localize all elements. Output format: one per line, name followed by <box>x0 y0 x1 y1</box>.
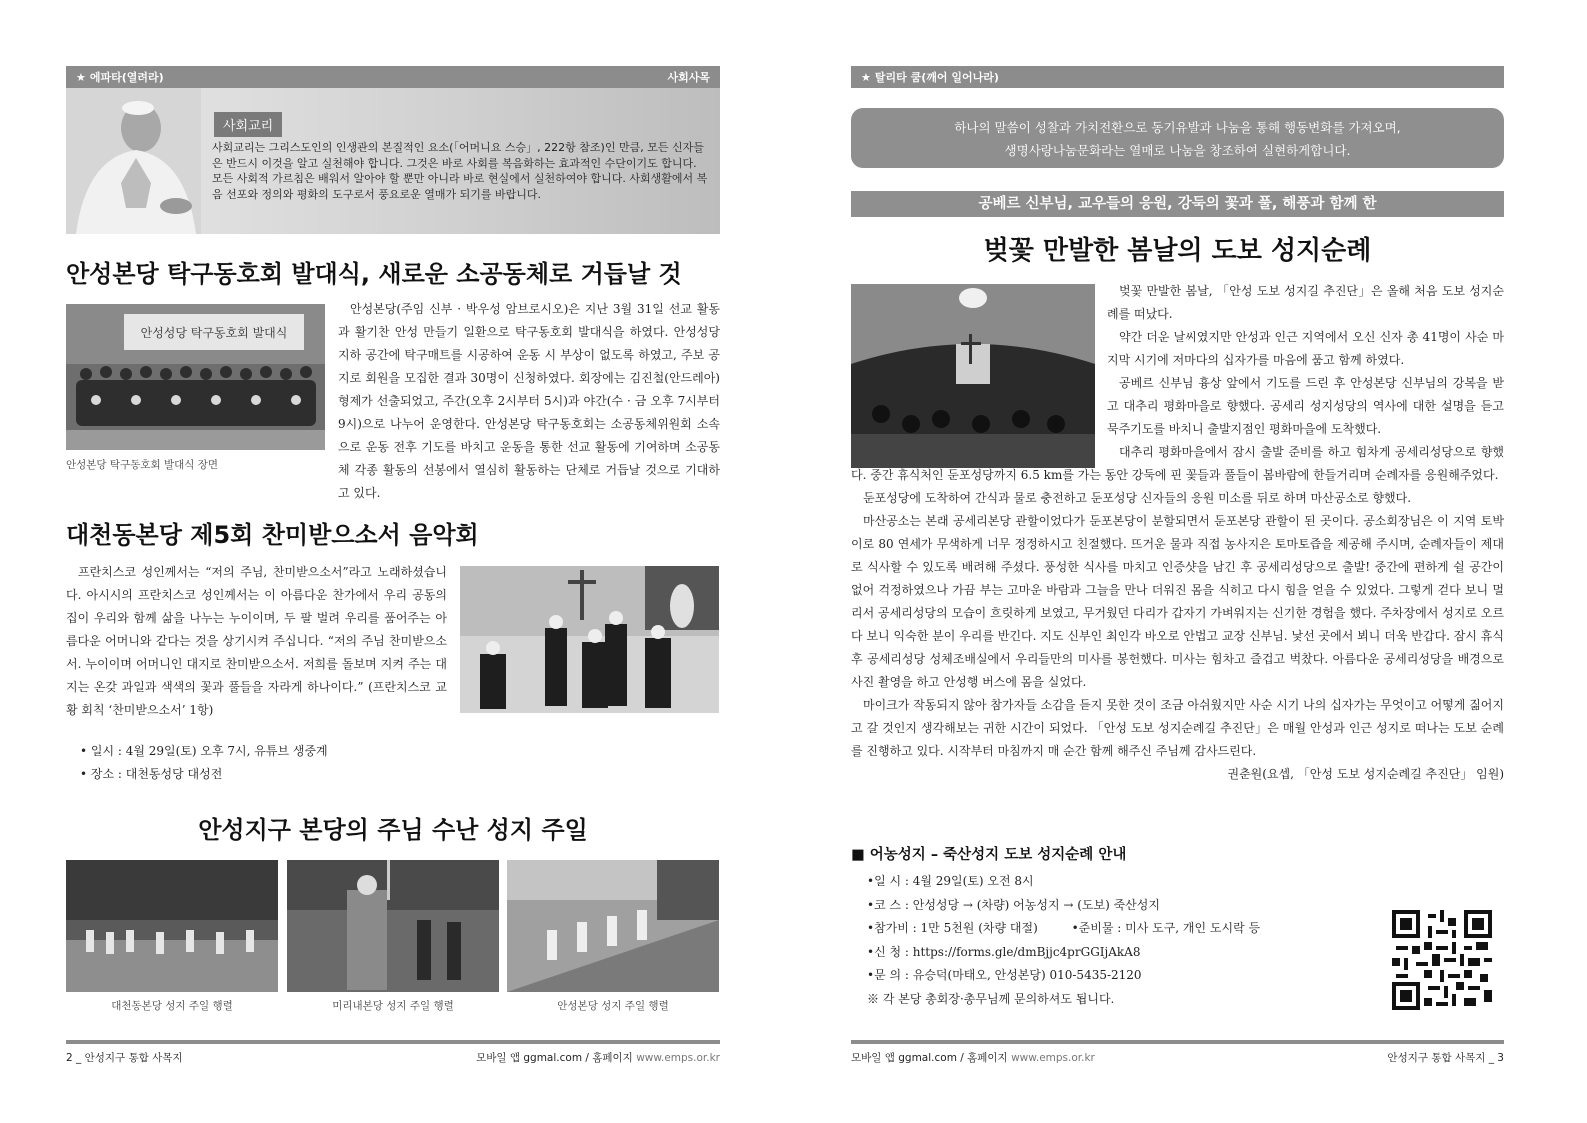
notice-title: ■ 어농성지 – 죽산성지 도보 성지순례 안내 <box>851 847 1127 863</box>
notice-fee-row <box>867 917 1387 941</box>
para6: 마산공소는 본래 공세리본당 관할이었다가 둔포본당이 분할되면서 둔포본당 관할이 된 곳이다. 공소회장님은 이 지역 토박이로 80 연세가 무색하게 너무 정정하시고 친절했다. 뜨거운 물과 직접 농사지은 토마토즙을 제공해 주시며, 순례자들이 제대로 식사할 수 있도록 배려해 주셨다. 풍성한 식사를 마치고 인증샷을 남긴 후 공세리성당으로 출발! 중간에 편하게 쉴 공간이 없어 걱정하였으나 가끔 부는 고마운 바람과 그늘을 만나 더워진 몸을 식히고 다시 힘을 얻을 수 있었다. 그렇게 걷다 보니 멀리서 공세리성당의 모습이 흐릿하게 보였고, 무거웠던 다리가 갑자기 가벼워지는 신기한 경험을 했다. 주차장에서 성지로 오르다 보니 익숙한 분이 우리를 반긴다. 지도 신부인 최인각 바오로 안법고 교장 신부님. 낯선 곳에서 뵈니 더욱 반갑다. 잠시 휴식 후 공세리성당 성체조배실에서 우리들만의 미사를 봉헌했다. 미사는 힘차고 즐겁고 벅찼다. 아름다운 공세리성당을 배경으로 사진 촬영을 하고 안성행 버스에 몸을 실었다. <box>851 514 1504 689</box>
para7: 마이크가 작동되지 않아 참가자들 소감을 듣지 못한 것이 조금 아쉬웠지만 사순 시기 나의 십자가는 무엇이고 어떻게 짊어지고 갈 것인지 생각해보는 귀한 시간이 되었다. 「안성 도보 성지순례길 추진단」은 매월 안성과 인근 성지로 떠나는 도보 순례를 진행하고 있다. 시작부터 마침까지 매 순간 함께 해주신 주님께 감사드린다. <box>851 698 1504 758</box>
notice-apply[interactable]: •신 청 : https://forms.gle/dmBjjc4prGGIjAkA8 <box>867 944 1141 959</box>
social-teaching-para2: 모든 사회적 가르침은 배워서 알아야 할 뿐만 아니라 바로 현실에서 실천하여야 합니다. 사회생활에서 복음 선포와 정의와 평화의 도구로서 풍요로운 열매가 되기를 바랍니다. <box>212 172 708 201</box>
social-teaching-para1: 사회교리는 그리스도인의 인생관의 본질적인 요소(「어머니요 스승」, 222항 참조)인 만큼, 모든 신자들은 반드시 이것을 알고 실천해야 합니다. 그것은 바로 사회를 복음화하는 효과적인 수단이기도 합니다. <box>212 141 704 170</box>
social-teaching-box <box>66 88 720 234</box>
pope-praying-photo <box>66 88 201 234</box>
table-tennis-group-photo <box>66 304 325 450</box>
concert-photo <box>460 566 719 713</box>
article3-title: 안성지구 본당의 주님 수난 성지 주일 <box>198 816 588 844</box>
notice-contact: •문 의 : 유승덕(마태오, 안성본당) 010-5435-2120 <box>867 968 1142 982</box>
right-page-number: 안성지구 통합 사목지 _ 3 <box>1387 1052 1504 1064</box>
article2-place: • 장소 : 대천동성당 대성전 <box>80 767 223 781</box>
mirinae-procession-photo <box>287 860 499 992</box>
social-teaching-text <box>212 140 710 202</box>
left-page <box>66 0 720 1123</box>
photo-caption-anseong: 안성본당 성지 주일 행렬 <box>557 1000 669 1012</box>
article2-title: 대천동본당 제5회 찬미받으소서 음악회 <box>66 521 479 549</box>
article2-body: 프란치스코 성인께서는 “저의 주님, 찬미받으소서”라고 노래하셨습니다. 아시시의 프란치스코 성인께서는 이 아름다운 찬가에서 우리 공동의 집이 우리와 함께 삶을 나누는 누이이며, 두 팔 벌려 우리를 품어주는 아름다운 어머니와 같다는 것을 상기시켜 주십니다. “저의 주님 찬미받으소서. 누이이며 어머니인 대지로 찬미받으소서. 저희를 돌보며 지켜 주는 대지는 온갖 과일과 색색의 꽃과 풀들을 자라게 하나이다.” (프란치스코 교황 회칙 ‘찬미받으소서’ 1항) <box>66 565 447 717</box>
summary-line1: 하나의 말씀이 성찰과 가치전환으로 동기유발과 나눔을 통해 행동변화를 가져오며, <box>954 120 1401 135</box>
left-header-section: 에파타(열려라) <box>89 71 164 84</box>
qr-code[interactable] <box>1392 910 1492 1010</box>
para2: 약간 더운 날씨였지만 안성과 인근 지역에서 오신 신자 총 41명이 사순 마지막 시기에 저마다의 십자가를 마음에 품고 함께 하였다. <box>1107 330 1504 367</box>
notice-fee: •참가비 : 1만 5천원 (차량 대절) <box>867 921 1038 935</box>
right-summary-box <box>851 108 1504 168</box>
right-header-section: 탈리타 쿰(깨어 일어나라) <box>874 71 999 84</box>
para4: 대추리 평화마을에서 잠시 출발 준비를 하고 힘차게 공세리성당으로 향했다. 중간 휴식처인 둔포성당까지 6.5 km를 가는 동안 강둑에 핀 꽃들과 풀들이 봄바람에 한들거리며 순례자를 응원해주었다. <box>851 445 1504 482</box>
star-icon: ★ <box>76 71 86 84</box>
article1-body: 안성본당(주임 신부 · 박우성 암브로시오)은 지난 3월 31일 선교 활동과 활기찬 안성 만들기 일환으로 탁구동호회 발대식을 하였다. 안성성당 지하 공간에 탁구매트를 시공하여 운동 시 부상이 없도록 하였고, 주보 공지로 회원을 모집한 결과 30명이 신청하였다. 회장에는 김진철(안드레아) 형제가 선출되었고, 주간(오후 2시부터 5시)과 야간(수 · 금 오후 7시부터 9시)으로 나누어 운영한다. 안성본당 탁구동호회는 소공동체위원회 소속으로 운동 전후 기도를 바치고 운동을 통한 선교 활동에 기여하며 소공동체 각종 활동의 선봉에서 열심히 활동하는 단체로 거듭날 것으로 기대하고 있다. <box>338 302 720 500</box>
right-header-bar <box>851 66 1504 88</box>
article2-info <box>80 740 460 786</box>
para3: 공베르 신부님 흉상 앞에서 기도를 드린 후 안성본당 신부님의 강복을 받고 대추리 평화마을로 향했다. 공세리 성지성당의 역사에 대한 설명을 듣고 묵주기도를 바치니 출발지점인 평화마을에 도착했다. <box>1107 376 1504 436</box>
para1: 벚꽃 만발한 봄날, 「안성 도보 성지길 추진단」은 올해 처음 도보 성지순례를 떠났다. <box>1107 284 1504 321</box>
social-teaching-tag: 사회교리 <box>214 112 282 137</box>
notice-prep: •준비물 : 미사 도구, 개인 도시락 등 <box>1071 921 1261 935</box>
left-header-bar <box>66 66 720 88</box>
photo-caption-daecheon: 대천동본당 성지 주일 행렬 <box>111 1000 233 1012</box>
para5: 둔포성당에 도착하여 간식과 물로 충전하고 둔포성당 신자들의 응원 미소를 뒤로 하며 마산공소로 향했다. <box>863 491 1412 505</box>
article2-date: • 일시 : 4월 29일(토) 오후 7시, 유튜브 생중계 <box>80 744 328 758</box>
daecheon-procession-photo <box>66 860 278 992</box>
photo-caption-mirinae: 미리내본당 성지 주일 행렬 <box>332 1000 454 1012</box>
star-icon: ★ <box>861 71 871 84</box>
left-footer-url[interactable]: www.emps.or.kr <box>636 1052 720 1064</box>
left-footer <box>66 1040 720 1065</box>
notice-details <box>867 870 1387 1011</box>
right-footer-url[interactable]: www.emps.or.kr <box>1011 1052 1095 1064</box>
notice-note: ※ 각 본당 총회장·총무님께 문의하셔도 됩니다. <box>867 991 1115 1006</box>
left-footer-app: 모바일 앱 ggmal.com / 홈페이지 <box>476 1052 633 1064</box>
article1-title: 안성본당 탁구동호회 발대식, 새로운 소공동체로 거듭날 것 <box>66 260 682 288</box>
article1-photo-caption: 안성본당 탁구동호회 발대식 장면 <box>66 459 219 471</box>
pilgrimage-title: 벚꽃 만발한 봄날의 도보 성지순례 <box>983 236 1372 266</box>
right-subtitle-bar: 공베르 신부님, 교우들의 응원, 강둑의 꽃과 풀, 해풍과 함께 한 <box>851 191 1504 217</box>
right-footer <box>851 1040 1504 1065</box>
article-author: 권춘원(요셉, 「안성 도보 성지순례길 추진단」 임원) <box>1227 767 1504 781</box>
left-page-number: 2 _ 안성지구 통합 사목지 <box>66 1052 183 1064</box>
left-header-category: 사회사목 <box>667 71 710 84</box>
summary-line2: 생명사랑나눔문화라는 열매로 나눔을 창조하여 실현하게합니다. <box>1004 143 1351 158</box>
right-page <box>851 0 1504 1123</box>
notice-course: •코 스 : 안성성당 → (차량) 어농성지 → (도보) 죽산성지 <box>867 897 1160 912</box>
right-footer-app: 모바일 앱 ggmal.com / 홈페이지 <box>851 1052 1008 1064</box>
notice-date: •일 시 : 4월 29일(토) 오전 8시 <box>867 874 1034 888</box>
anseong-procession-photo <box>507 860 719 992</box>
pilgrimage-article <box>851 280 1504 786</box>
banner-text: 안성성당 탁구동호회 발대식 <box>140 326 288 340</box>
